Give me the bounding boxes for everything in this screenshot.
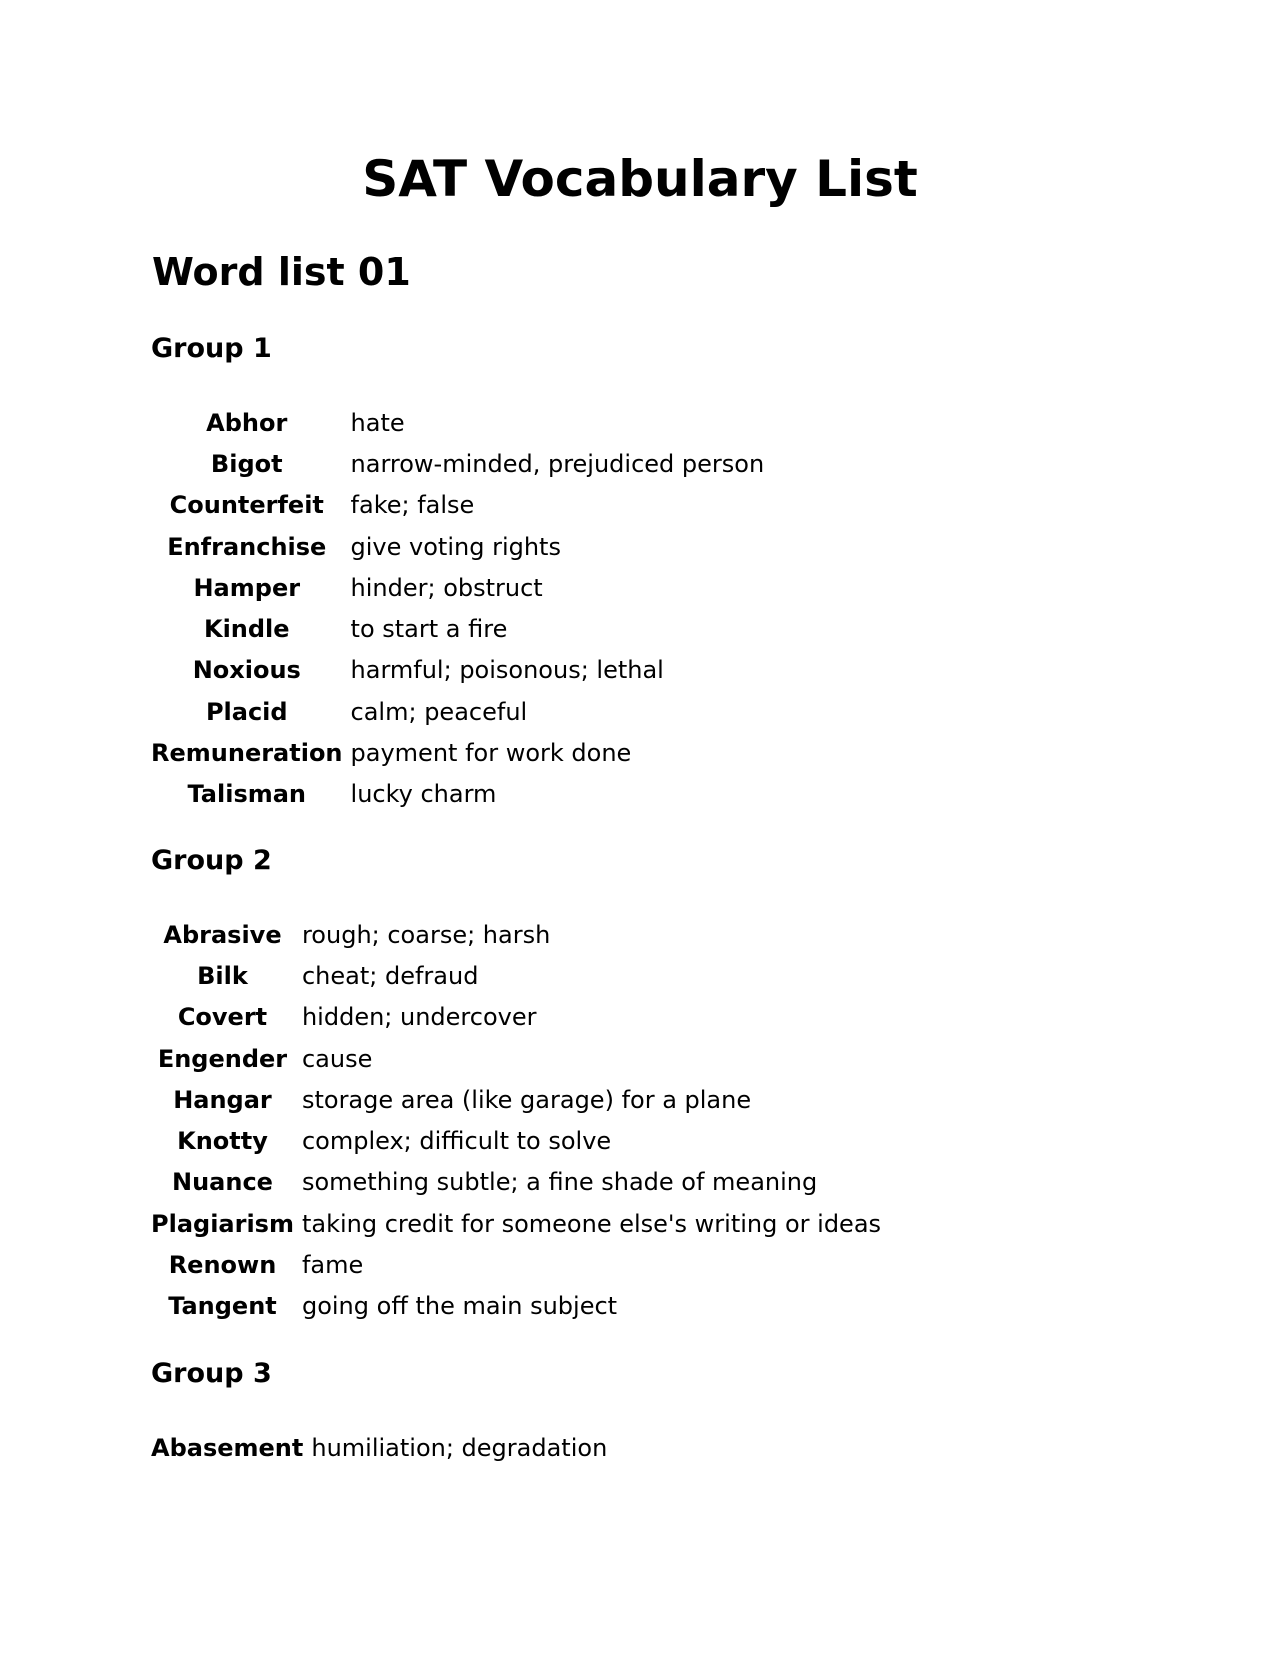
vocabulary-term: Enfranchise xyxy=(167,532,327,561)
vocabulary-term: Bigot xyxy=(210,449,283,478)
table-row xyxy=(151,1427,607,1468)
vocabulary-definition: lucky charm xyxy=(350,780,497,809)
vocabulary-definition: narrow-minded, prejudiced person xyxy=(350,449,765,478)
group-heading: Group 3 xyxy=(151,1358,272,1389)
table-row xyxy=(151,608,764,649)
table-row xyxy=(151,1038,881,1079)
vocabulary-table xyxy=(151,402,764,815)
vocabulary-table xyxy=(151,914,881,1327)
vocabulary-definition: hidden; undercover xyxy=(301,1003,537,1032)
vocabulary-term: Abrasive xyxy=(163,920,282,949)
vocabulary-definition: harmful; poisonous; lethal xyxy=(350,656,664,685)
vocabulary-term: Tangent xyxy=(168,1292,277,1321)
vocabulary-definition: payment for work done xyxy=(350,739,632,768)
table-row xyxy=(151,914,881,955)
vocabulary-definition: storage area (like garage) for a plane xyxy=(301,1085,752,1114)
vocabulary-definition: rough; coarse; harsh xyxy=(301,920,551,949)
vocabulary-term: Hangar xyxy=(173,1085,272,1114)
vocabulary-definition: hate xyxy=(350,408,405,437)
vocabulary-definition: something subtle; a fine shade of meaning xyxy=(301,1168,818,1197)
table-row xyxy=(151,1162,881,1203)
vocabulary-definition: to start a fire xyxy=(350,615,508,644)
vocabulary-definition: give voting rights xyxy=(350,532,561,561)
vocabulary-table xyxy=(151,1427,607,1468)
vocabulary-definition: fame xyxy=(301,1251,364,1280)
vocabulary-definition: hinder; obstruct xyxy=(350,573,543,602)
vocabulary-definition: humiliation; degradation xyxy=(311,1433,608,1462)
vocabulary-term: Plagiarism xyxy=(151,1209,294,1238)
vocabulary-definition: going off the main subject xyxy=(301,1292,618,1321)
vocabulary-definition: calm; peaceful xyxy=(350,697,528,726)
table-row xyxy=(151,443,764,484)
table-row xyxy=(151,1079,881,1120)
table-row xyxy=(151,1120,881,1161)
vocabulary-term: Kindle xyxy=(203,615,290,644)
vocabulary-term: Talisman xyxy=(187,780,307,809)
vocabulary-term: Renown xyxy=(168,1251,277,1280)
vocabulary-term: Abhor xyxy=(206,408,288,437)
document-title: SAT Vocabulary List xyxy=(362,150,918,208)
vocabulary-term: Remuneration xyxy=(151,739,343,768)
table-row xyxy=(151,1286,881,1327)
vocabulary-term: Abasement xyxy=(151,1433,304,1462)
vocabulary-definition: cause xyxy=(301,1044,373,1073)
table-row xyxy=(151,402,764,443)
vocabulary-term: Counterfeit xyxy=(169,491,324,520)
table-row xyxy=(151,691,764,732)
group-heading: Group 1 xyxy=(151,333,272,364)
vocabulary-term: Placid xyxy=(205,697,288,726)
table-row xyxy=(151,774,764,815)
table-row xyxy=(151,732,764,773)
table-row xyxy=(151,485,764,526)
vocabulary-term: Covert xyxy=(177,1003,268,1032)
vocabulary-term: Engender xyxy=(157,1044,288,1073)
vocabulary-term: Knotty xyxy=(177,1127,268,1156)
vocabulary-term: Hamper xyxy=(193,573,301,602)
table-row xyxy=(151,1244,881,1285)
vocabulary-definition: taking credit for someone else's writing or ideas xyxy=(301,1209,882,1238)
vocabulary-definition: cheat; defraud xyxy=(301,961,479,990)
table-row xyxy=(151,1203,881,1244)
table-row xyxy=(151,650,764,691)
vocabulary-definition: complex; difficult to solve xyxy=(301,1127,612,1156)
group-heading: Group 2 xyxy=(151,845,272,876)
vocabulary-term: Nuance xyxy=(172,1168,273,1197)
table-row xyxy=(151,567,764,608)
table-row xyxy=(151,526,764,567)
vocabulary-term: Bilk xyxy=(197,961,248,990)
table-row xyxy=(151,997,881,1038)
table-row xyxy=(151,955,881,996)
word-list-heading: Word list 01 xyxy=(152,250,411,294)
vocabulary-term: Noxious xyxy=(192,656,301,685)
vocabulary-definition: fake; false xyxy=(350,491,475,520)
